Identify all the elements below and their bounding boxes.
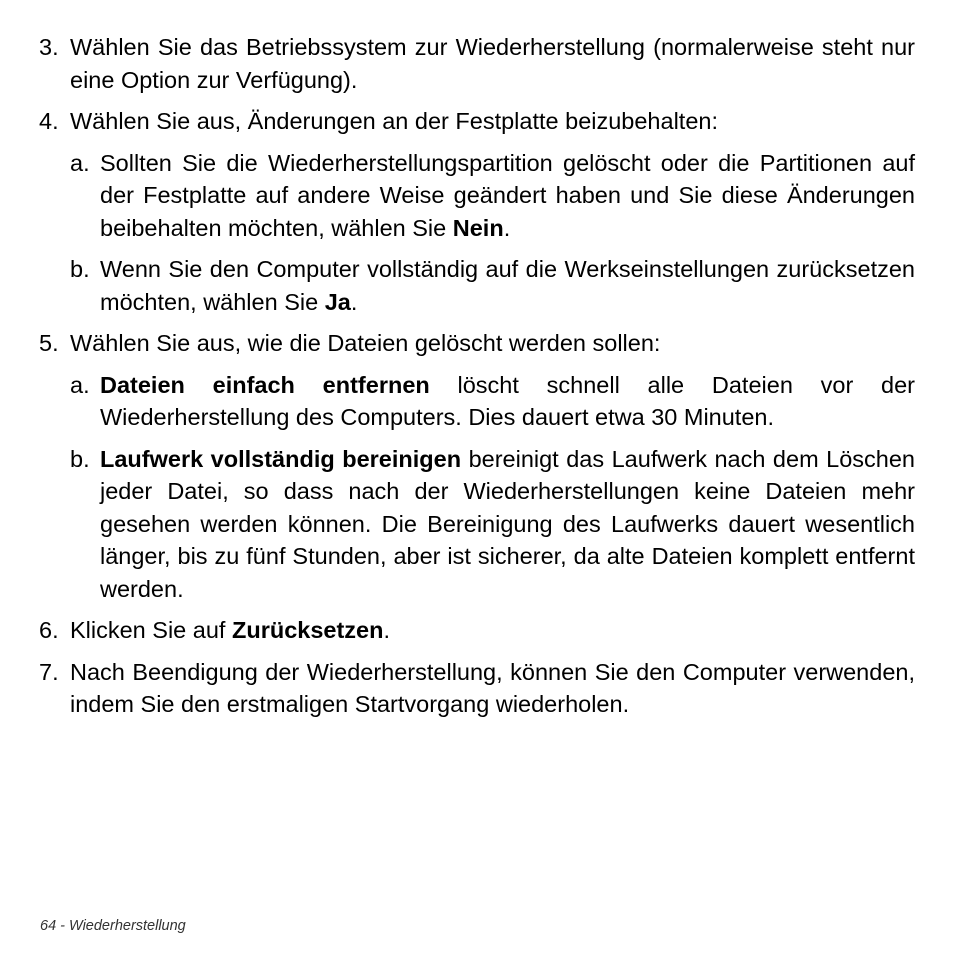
step-text: Wählen Sie aus, wie die Dateien gelöscht werden sollen:: [70, 330, 661, 356]
list-marker: a.: [70, 149, 90, 176]
list-marker: 4.: [39, 108, 59, 134]
list-item-step-4a: [70, 147, 915, 245]
step-text: Klicken Sie auf: [70, 617, 232, 643]
step-text: Wählen Sie aus, Änderungen an der Festplatte beizubehalten:: [70, 108, 718, 134]
step-text-end: .: [383, 617, 391, 643]
step-text: Wählen Sie das Betriebssystem zur Wiederherstellung (normalerweise steht nur eine Option zur Verfügung).: [70, 34, 915, 93]
list-marker: b.: [70, 445, 90, 472]
document-body: [39, 31, 915, 721]
list-item-step-6: [39, 614, 915, 647]
list-marker: a.: [70, 371, 90, 398]
list-item-step-5b: [70, 443, 915, 606]
list-marker: b.: [70, 256, 90, 282]
bold-option-zuruecksetzen: Zurücksetzen: [231, 617, 384, 643]
list-item-step-5a: [70, 369, 915, 434]
step-text: Nach Beendigung der Wiederherstellung, können Sie den Computer verwenden, indem Sie den erstmaligen Startvorgang wiederholen.: [70, 658, 915, 717]
list-item-step-5: [39, 327, 915, 360]
step-text: bereinigt das Laufwerk nach dem Löschen jeder Datei, so dass nach der Wiederherstellungen keine Dateien mehr gesehen werden können. Die Bereinigung des Laufwerks dauert wesentlich länger, bis zu fünf Stunden, aber ist sicherer, da alte Dateien komplett entfernt werden.: [100, 445, 915, 602]
bold-option-laufwerk-bereinigen: Laufwerk vollständig bereinigen: [100, 445, 462, 472]
list-marker: 7.: [39, 658, 59, 685]
list-marker: 5.: [39, 330, 59, 356]
page-footer: 64 - Wiederherstellung: [40, 918, 186, 934]
bold-option-dateien-entfernen: Dateien einfach entfernen: [100, 371, 430, 398]
list-item-step-7: [39, 656, 915, 721]
bold-option-ja: Ja: [324, 288, 351, 315]
list-marker: 6.: [39, 617, 59, 643]
list-marker: 3.: [39, 34, 59, 60]
list-item-step-4b: [70, 253, 915, 318]
list-item-step-3: [39, 31, 915, 96]
step-text-end: .: [350, 288, 358, 315]
step-text-end: .: [503, 214, 511, 241]
bold-option-nein: Nein: [452, 214, 504, 241]
step-text: löscht schnell alle Dateien vor der Wiederherstellung des Computers. Dies dauert etwa 30 Minuten.: [100, 371, 916, 430]
step-text: Wenn Sie den Computer vollständig auf die Werkseinstellungen zurücksetzen möchten, wählen Sie: [100, 256, 915, 315]
list-item-step-4: [39, 105, 915, 138]
step-text: Sollten Sie die Wiederherstellungspartition gelöscht oder die Partitionen auf der Festplatte auf andere Weise geändert haben und Sie diese Änderungen beibehalten möchten, wählen Sie: [100, 149, 915, 241]
